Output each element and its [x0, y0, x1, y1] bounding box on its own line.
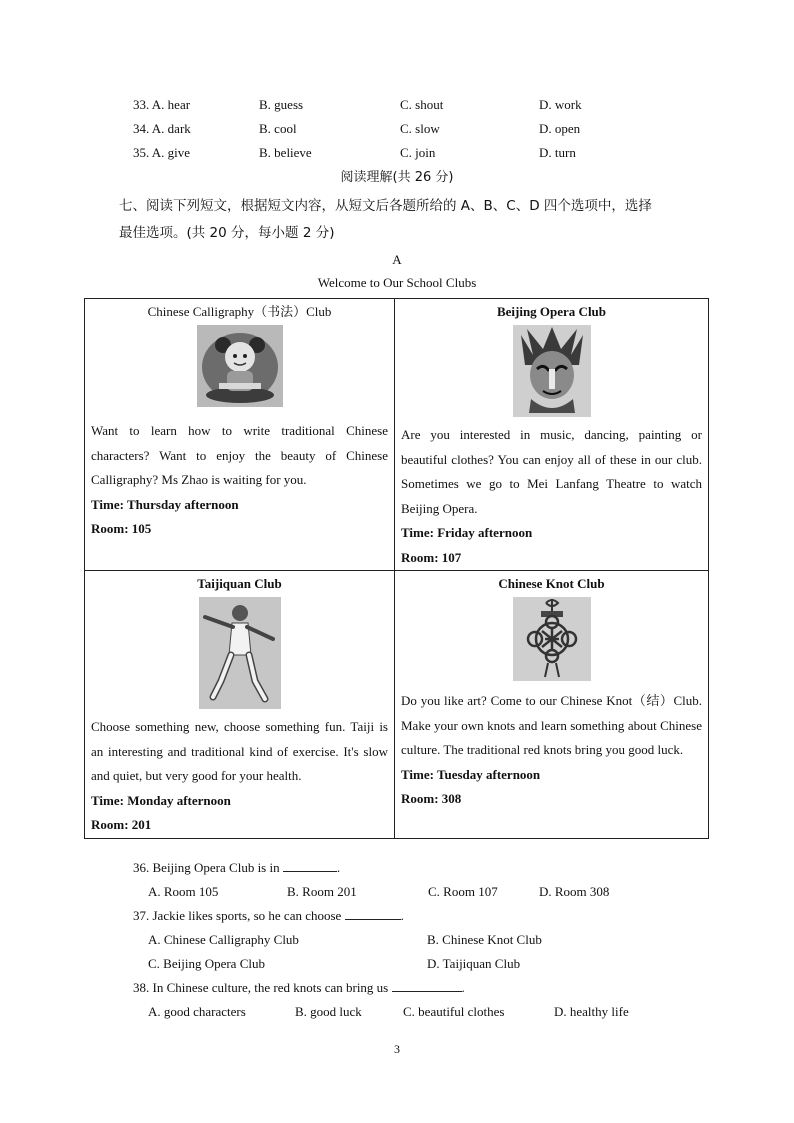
- answer-blank: [345, 907, 401, 920]
- club-room: Room: 105: [91, 521, 152, 536]
- option-b: B. cool: [259, 121, 297, 136]
- question-stem: 36. Beijing Opera Club is in: [133, 860, 280, 875]
- question-36-options: [0, 882, 794, 902]
- club-time: Time: Monday afternoon: [91, 792, 231, 808]
- option-d: D. open: [539, 121, 581, 136]
- page-number: 3: [394, 1042, 400, 1056]
- club-cell-taiji: [85, 571, 395, 839]
- option-a: 35. A. give: [133, 145, 191, 160]
- club-cell-opera: [395, 299, 709, 571]
- question-stem: 37. Jackie likes sports, so he can choose: [133, 908, 342, 923]
- passage-title: Welcome to Our School Clubs: [317, 275, 477, 290]
- instruction-line-1: 七、阅读下列短文，根据短文内容，从短文后各题所给的 A、B、C、D 四个选项中，选择: [119, 198, 652, 214]
- option-b: B. believe: [259, 145, 312, 160]
- question-36: 36. Beijing Opera Club is in .: [133, 860, 341, 875]
- opera-mask-image: [513, 325, 591, 417]
- question-37-options-row-2: [0, 954, 794, 974]
- club-time: Time: Friday afternoon: [401, 525, 533, 540]
- club-cell-calligraphy: [85, 299, 395, 571]
- option-b: B. good luck: [295, 1004, 362, 1019]
- club-description: Are you interested in music, dancing, painting or beautiful clothes? You can enjoy all of these in our club. Sometimes we go to Mei Lanfang Theatre to watch Beijing Opera.: [401, 427, 702, 516]
- option-c: C. beautiful clothes: [403, 1004, 505, 1019]
- club-room: Room: 201: [91, 817, 152, 832]
- option-a: A. Chinese Calligraphy Club: [148, 932, 299, 947]
- question-38: 38. In Chinese culture, the red knots can bring us .: [133, 980, 465, 995]
- club-description: Choose something new, choose something fun. Taiji is an interesting and traditional kind of exercise. It's slow and quiet, but very good for your health.: [91, 719, 388, 783]
- option-row-33: [0, 95, 794, 115]
- question-stem: 38. In Chinese culture, the red knots can bring us: [133, 980, 389, 995]
- answer-blank: [283, 859, 337, 872]
- option-row-34: [0, 119, 794, 139]
- club-title: Chinese Calligraphy（书法）Club: [147, 304, 332, 319]
- option-c: C. join: [400, 145, 436, 160]
- option-d: D. turn: [539, 145, 576, 160]
- passage-letter: A: [392, 252, 402, 267]
- option-b: B. guess: [259, 97, 304, 112]
- club-room: Room: 308: [401, 791, 462, 806]
- club-cell-knot: [395, 571, 709, 839]
- club-room: Room: 107: [401, 549, 462, 565]
- answer-blank: [392, 979, 462, 992]
- question-37: 37. Jackie likes sports, so he can choose .: [133, 908, 404, 923]
- option-d: D. Taijiquan Club: [427, 956, 521, 971]
- option-d: D. Room 308: [539, 884, 610, 899]
- club-time: Time: Tuesday afternoon: [401, 766, 541, 782]
- calligraphy-cartoon-image: [197, 325, 283, 407]
- instruction-line-2: 最佳选项。(共 20 分，每小题 2 分): [119, 225, 335, 241]
- option-b: B. Chinese Knot Club: [427, 932, 542, 947]
- club-time: Time: Thursday afternoon: [91, 496, 239, 512]
- club-title: Chinese Knot Club: [498, 576, 605, 591]
- taiji-person-image: [199, 597, 281, 709]
- question-37-options-row-1: [0, 930, 794, 950]
- club-title: Taijiquan Club: [197, 576, 282, 591]
- chinese-knot-image: [513, 597, 591, 681]
- option-c: C. slow: [400, 121, 440, 136]
- option-a: 33. A. hear: [133, 97, 191, 112]
- option-c: C. shout: [400, 97, 444, 112]
- clubs-table: [84, 298, 709, 839]
- option-c: C. Beijing Opera Club: [148, 956, 265, 971]
- section-title: 阅读理解(共 26 分): [340, 170, 454, 185]
- option-row-35: [0, 143, 794, 163]
- club-description: Want to learn how to write traditional Chinese characters? Want to enjoy the beauty of Chinese Calligraphy? Ms Zhao is waiting for you.: [91, 423, 388, 487]
- question-38-options: [0, 1002, 794, 1022]
- option-a: A. Room 105: [148, 884, 219, 899]
- option-d: D. healthy life: [554, 1004, 629, 1019]
- option-a: A. good characters: [148, 1004, 246, 1019]
- option-b: B. Room 201: [287, 884, 357, 899]
- option-c: C. Room 107: [428, 884, 498, 899]
- club-description: Do you like art? Come to our Chinese Knot（结）Club. Make your own knots and learn something about Chinese culture. The traditional red knots bring you good luck.: [401, 693, 702, 757]
- club-title: Beijing Opera Club: [496, 304, 607, 319]
- option-a: 34. A. dark: [133, 121, 191, 136]
- option-d: D. work: [539, 97, 582, 112]
